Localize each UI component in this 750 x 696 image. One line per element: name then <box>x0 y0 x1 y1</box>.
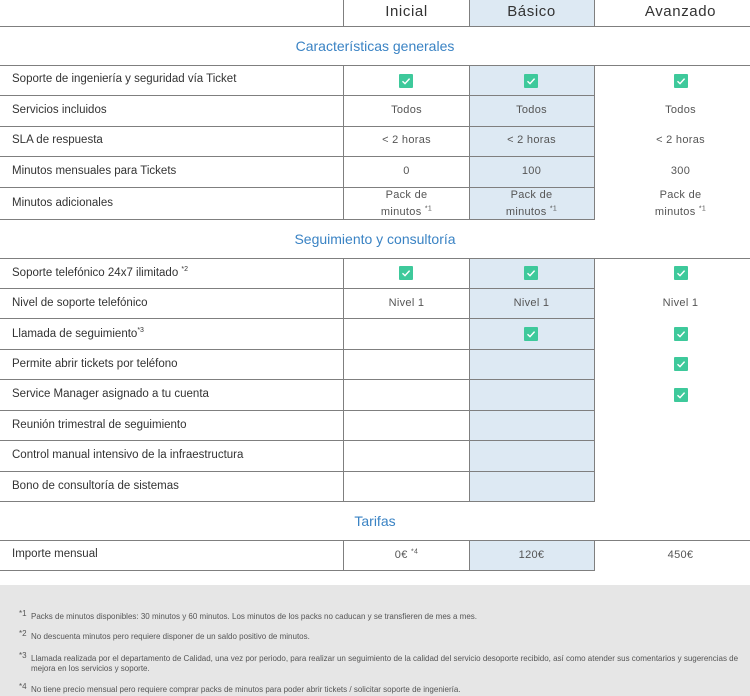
check-icon <box>674 388 688 402</box>
row-line <box>0 156 594 157</box>
footnote-text: Llamada realizada por el departamento de Calidad, una vez por periodo, para realizar un seguimiento de la calidad del servicio desoporte recibido, así como atender sus comentarios y sugerencias de mejora en los servicios y soporte. <box>31 654 739 673</box>
sla-basico: < 2 horas <box>507 134 556 146</box>
row-label-services: Servicios incluidos <box>12 104 107 116</box>
footnote-mark: *2 <box>19 629 27 638</box>
phone-support-text: Soporte telefónico 24x7 ilimitado <box>12 267 179 279</box>
extra-line1: Pack de <box>510 189 553 201</box>
section-title-seguimiento: Seguimiento y consultoría <box>294 231 456 247</box>
row-label-followup-call <box>12 328 144 340</box>
check-icon <box>674 357 688 371</box>
col-line <box>594 65 595 220</box>
row-label-extra-minutes: Minutos adicionales <box>12 197 114 209</box>
footnote-mark: *4 <box>19 682 27 691</box>
row-line <box>0 501 594 502</box>
footnote-mark: *4 <box>410 548 419 556</box>
footnote-mark: *1 <box>19 609 27 618</box>
phone-level-inicial: Nivel 1 <box>388 297 425 309</box>
row-label-monthly-minutes: Minutos mensuales para Tickets <box>12 165 177 177</box>
footnotes-panel <box>0 585 750 696</box>
footnote-mark: *1 <box>549 205 558 213</box>
check-icon <box>399 74 413 88</box>
plan-header-basico: Básico <box>507 3 556 20</box>
check-icon <box>524 266 538 280</box>
row-line <box>0 95 594 96</box>
followup-call-text: Llamada de seguimiento <box>12 328 138 340</box>
section-title-tarifas: Tarifas <box>354 513 396 529</box>
footnote-mark: *2 <box>181 266 189 274</box>
row-line <box>0 318 594 319</box>
extra-line2: minutos <box>654 206 696 218</box>
row-line <box>0 349 594 350</box>
check-icon <box>674 266 688 280</box>
section-title-general: Características generales <box>295 38 455 54</box>
phone-level-avanzado: Nivel 1 <box>662 297 699 309</box>
col-line <box>594 540 595 571</box>
check-icon <box>399 266 413 280</box>
fee-value: 0€ <box>394 549 408 561</box>
services-inicial: Todos <box>391 104 422 116</box>
check-icon <box>674 74 688 88</box>
footnote-mark: *1 <box>698 205 707 213</box>
extra-minutes-inicial <box>344 187 469 221</box>
row-line <box>0 65 750 66</box>
footnote-text: No descuenta minutos pero requiere disponer de un saldo positivo de minutos. <box>31 632 310 641</box>
footnote-text: Packs de minutos disponibles: 30 minutos y 60 minutos. Los minutos de los packs no caducan y se transfieren de mes a mes. <box>31 612 478 621</box>
row-line <box>0 540 750 541</box>
plan-header-avanzado: Avanzado <box>644 3 717 20</box>
row-line <box>0 379 594 380</box>
check-icon <box>524 327 538 341</box>
row-label-manual-control: Control manual intensivo de la infraestructura <box>12 449 244 461</box>
row-label-ticket-support: Soporte de ingeniería y seguridad vía Ticket <box>12 73 237 85</box>
fee-avanzado: 450€ <box>667 549 694 561</box>
extra-minutes-basico <box>469 187 594 221</box>
row-line <box>0 126 594 127</box>
header-divider <box>469 0 470 26</box>
header-divider <box>594 0 595 26</box>
check-icon <box>674 327 688 341</box>
header-divider <box>343 0 344 26</box>
row-label-sla: SLA de respuesta <box>12 134 103 146</box>
minutes-inicial: 0 <box>403 165 410 177</box>
col-line <box>594 258 595 502</box>
row-label-phone-support <box>12 267 188 279</box>
row-label-monthly-fee: Importe mensual <box>12 548 98 560</box>
services-basico: Todos <box>516 104 547 116</box>
row-label-service-manager: Service Manager asignado a tu cuenta <box>12 388 209 400</box>
row-line <box>0 410 594 411</box>
fee-inicial <box>344 549 469 561</box>
col-line <box>343 258 344 502</box>
minutes-basico: 100 <box>521 165 542 177</box>
services-avanzado: Todos <box>665 104 696 116</box>
row-label-quarterly-meeting: Reunión trimestral de seguimiento <box>12 419 187 431</box>
extra-line2: minutos <box>505 206 547 218</box>
footnote-mark: *3 <box>137 327 144 335</box>
extra-minutes-avanzado <box>618 187 743 221</box>
row-line <box>0 471 594 472</box>
extra-line2: minutos <box>380 206 422 218</box>
minutes-avanzado: 300 <box>670 165 691 177</box>
row-label-phone-tickets: Permite abrir tickets por teléfono <box>12 358 178 370</box>
col-line <box>469 258 470 502</box>
row-line <box>0 258 750 259</box>
row-line <box>0 570 594 571</box>
row-label-phone-level: Nivel de soporte telefónico <box>12 297 148 309</box>
extra-line1: Pack de <box>385 189 428 201</box>
extra-line1: Pack de <box>659 189 702 201</box>
row-line <box>0 440 594 441</box>
footnote-mark: *1 <box>424 205 433 213</box>
row-label-consulting-bonus: Bono de consultoría de sistemas <box>12 480 179 492</box>
sla-inicial: < 2 horas <box>382 134 431 146</box>
fee-basico: 120€ <box>518 549 545 561</box>
row-line <box>0 288 594 289</box>
check-icon <box>524 74 538 88</box>
phone-level-basico: Nivel 1 <box>513 297 550 309</box>
footnote-mark: *3 <box>19 651 27 660</box>
plan-header-inicial: Inicial <box>385 3 428 20</box>
header-bottom-line <box>0 26 750 27</box>
footnote-text: No tiene precio mensual pero requiere comprar packs de minutos para poder abrir tickets / solicitar soporte de ingeniería. <box>31 685 461 694</box>
sla-avanzado: < 2 horas <box>656 134 705 146</box>
